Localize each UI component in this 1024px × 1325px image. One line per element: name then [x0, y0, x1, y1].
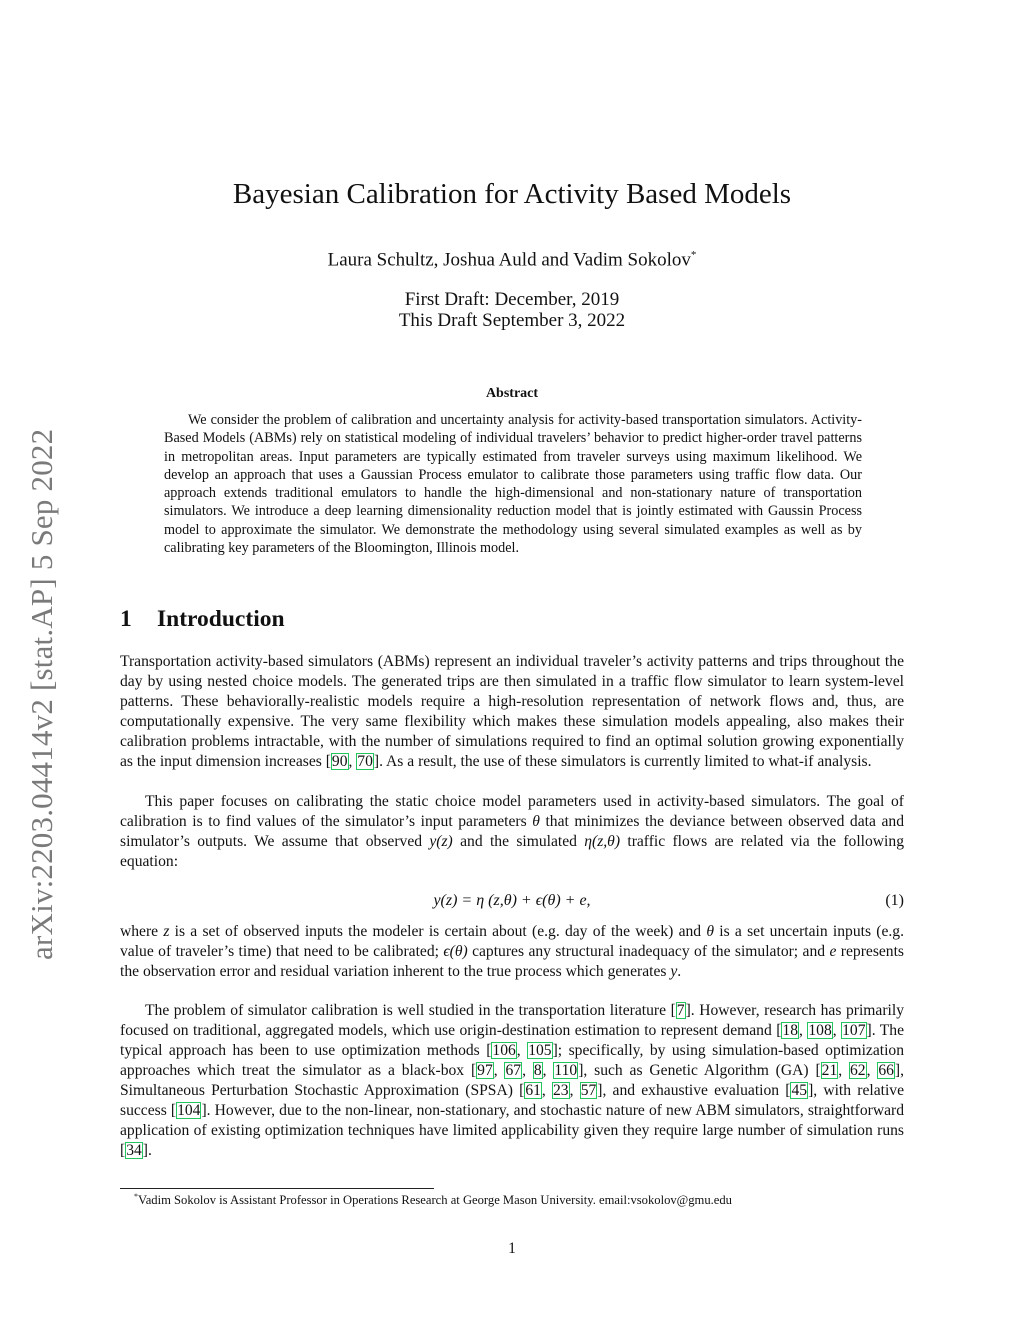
- author-names: Laura Schultz, Joshua Auld and Vadim Sokolov: [327, 249, 691, 271]
- text-run: ].: [142, 1142, 152, 1159]
- text-run: ]. The typical approach has been to use optimization methods [: [120, 1022, 905, 1059]
- text-run: This paper focuses on calibrating the static choice model parameters used in activity-based simulators. The goal of calibration is to find values of the simulator’s input parameters: [120, 793, 904, 830]
- text-run: and the simulated: [452, 833, 585, 850]
- abstract-heading: Abstract: [485, 386, 539, 401]
- text-run: ,: [348, 753, 357, 770]
- text-run: represents the observation error and residual variation inherent to the true process which generates: [120, 943, 905, 980]
- section-heading-introduction: [120, 606, 285, 633]
- footnote-text: Vadim Sokolov is Assistant Professor in Operations Research at George Mason University. email:vsokolov@gmu.edu: [138, 1193, 732, 1208]
- intro-paragraph-2: [120, 792, 904, 872]
- text-run: ]. As a result, the use of these simulators is currently limited to what-if analysis.: [373, 753, 872, 770]
- citation-link[interactable]: 67: [505, 1062, 522, 1079]
- first-draft-date: First Draft: December, 2019: [404, 289, 620, 310]
- intro-paragraph-4: [120, 1001, 904, 1161]
- section-title: Introduction: [157, 606, 285, 632]
- citation-link[interactable]: 104: [177, 1102, 201, 1119]
- citation-link[interactable]: 23: [553, 1082, 569, 1099]
- math-symbol: θ: [532, 813, 540, 830]
- text-run: ,: [866, 1062, 878, 1079]
- text-run: traffic flows are related via the following equation:: [120, 833, 904, 870]
- text-run: The problem of simulator calibration is well studied in the transportation literature [: [145, 1002, 676, 1019]
- citation-link[interactable]: 45: [791, 1082, 808, 1099]
- citation-link[interactable]: 21: [821, 1062, 838, 1079]
- math-symbol: e: [829, 943, 837, 960]
- intro-paragraph-1: [120, 652, 904, 772]
- text-run: ,: [832, 1022, 842, 1039]
- text-run: ,: [542, 1062, 554, 1079]
- abstract-text: We consider the problem of calibration and uncertainty analysis for activity-based transportation simulators. Activity-Based Models (ABMs) rely on statistical modeling of individual travelers’ behavior to predict higher-order travel patterns in metropolitan areas. Input parameters are typically estimated from traveler surveys using maximum likelihood. We develop an approach that uses a Gaussian Process emulator to calibrate those parameters using traffic flow data. Our approach extends traditional emulators to handle the high-dimensional and non-stationary nature of transportation simulators. We introduce a deep learning dimensionality reduction model that is jointly estimated with Gaussin Process model to approximate the simulator. We demonstrate the methodology using several simulated examples as well as by calibrating key parameters of the Bloomington, Illinois model.: [164, 412, 862, 557]
- citation-link[interactable]: 90: [331, 753, 348, 770]
- arxiv-identifier: arXiv:2203.04414v2 [stat.AP] 5 Sep 2022: [24, 428, 59, 960]
- text-run: ,: [838, 1062, 849, 1079]
- citation-link[interactable]: 34: [126, 1142, 142, 1159]
- equation-expression: y(z) = η (z,θ) + ϵ(θ) + e,: [433, 892, 591, 909]
- citation-link[interactable]: 70: [357, 753, 373, 770]
- footnote: [134, 1192, 904, 1208]
- citation-link[interactable]: 107: [842, 1022, 866, 1039]
- text-run: ,: [522, 1062, 533, 1079]
- citation-link[interactable]: 18: [782, 1022, 798, 1039]
- text-run: is a set uncertain inputs (e.g. value of traveler’s time) that need to be calibrated;: [120, 923, 904, 960]
- text-run: captures any structural inadequacy of the simulator; and: [467, 943, 830, 960]
- text-run: ,: [799, 1022, 808, 1039]
- citation-link[interactable]: 110: [554, 1062, 578, 1079]
- equation-number: (1): [885, 892, 904, 909]
- citation-link[interactable]: 106: [492, 1042, 516, 1059]
- text-run: ,: [516, 1042, 528, 1059]
- text-run: ]. However, due to the non-linear, non-stationary, and stochastic nature of new ABM simulators, straightforward application of existing optimization techniques have limited applicability given they require large number of simulation runs [: [120, 1102, 904, 1159]
- citation-link[interactable]: 7: [676, 1002, 685, 1019]
- citation-link[interactable]: 8: [533, 1062, 542, 1079]
- citation-link[interactable]: 105: [528, 1042, 552, 1059]
- math-symbol: y(z): [429, 833, 453, 850]
- text-run: that minimizes the deviance between observed data and simulator’s outputs. We assume that observed: [120, 813, 904, 850]
- math-symbol: η(z,θ): [584, 833, 621, 850]
- draft-dates: [120, 289, 904, 331]
- math-symbol: θ: [706, 923, 715, 940]
- footnote-divider: [120, 1188, 434, 1189]
- paper-title: Bayesian Calibration for Activity Based Models: [232, 178, 792, 210]
- text-run: ], with relative success [: [120, 1082, 905, 1119]
- page-number: 1: [508, 1240, 516, 1257]
- text-run: ], Simultaneous Perturbation Stochastic Approximation (SPSA) [: [120, 1062, 905, 1099]
- section-number: 1: [120, 606, 132, 632]
- footnote-mark: *: [134, 1192, 138, 1201]
- text-run: ]. However, research has primarily focused on traditional, aggregated models, which use origin-destination estimation to represent demand [: [120, 1002, 904, 1039]
- citation-link[interactable]: 57: [580, 1082, 597, 1099]
- math-symbol: y: [670, 963, 678, 980]
- math-symbol: z: [163, 923, 170, 940]
- text-run: where: [120, 923, 164, 940]
- text-run: ,: [493, 1062, 505, 1079]
- author-list: [120, 249, 904, 271]
- citation-link[interactable]: 62: [849, 1062, 866, 1079]
- author-footnote-mark: *: [690, 249, 697, 261]
- text-run: ], such as Genetic Algorithm (GA) [: [578, 1062, 821, 1079]
- equation-1: [120, 892, 904, 914]
- this-draft-date: This Draft September 3, 2022: [398, 310, 626, 331]
- text-run: ,: [541, 1082, 552, 1099]
- citation-link[interactable]: 66: [878, 1062, 894, 1079]
- text-run: Transportation activity-based simulators (ABMs) represent an individual traveler’s activity patterns and trips throughout the day by using nested choice models. The generated trips are then simulated in a traffic flow simulator to learn system-level patterns. These behaviorally-realistic models require a high-resolution representation of network flows and, thus, are computationally expensive. The very same flexibility which makes these simulation models appealing, also makes their calibration problems intractable, with the number of simulations required to find an optimal solution growing exponentially as the input dimension increases [: [120, 653, 904, 770]
- citation-link[interactable]: 97: [477, 1062, 493, 1079]
- text-run: is a set of observed inputs the modeler is certain about (e.g. day of the week) and: [169, 923, 707, 940]
- intro-paragraph-3: [120, 922, 904, 982]
- math-symbol: ϵ(θ): [443, 943, 468, 960]
- text-run: ], and exhaustive evaluation [: [597, 1082, 791, 1099]
- citation-link[interactable]: 108: [808, 1022, 832, 1039]
- text-run: ,: [569, 1082, 580, 1099]
- text-run: ]; specifically, by using simulation-based optimization approaches which treat the simulator as a black-box [: [120, 1042, 904, 1079]
- citation-link[interactable]: 61: [525, 1082, 541, 1099]
- text-run: .: [677, 963, 682, 980]
